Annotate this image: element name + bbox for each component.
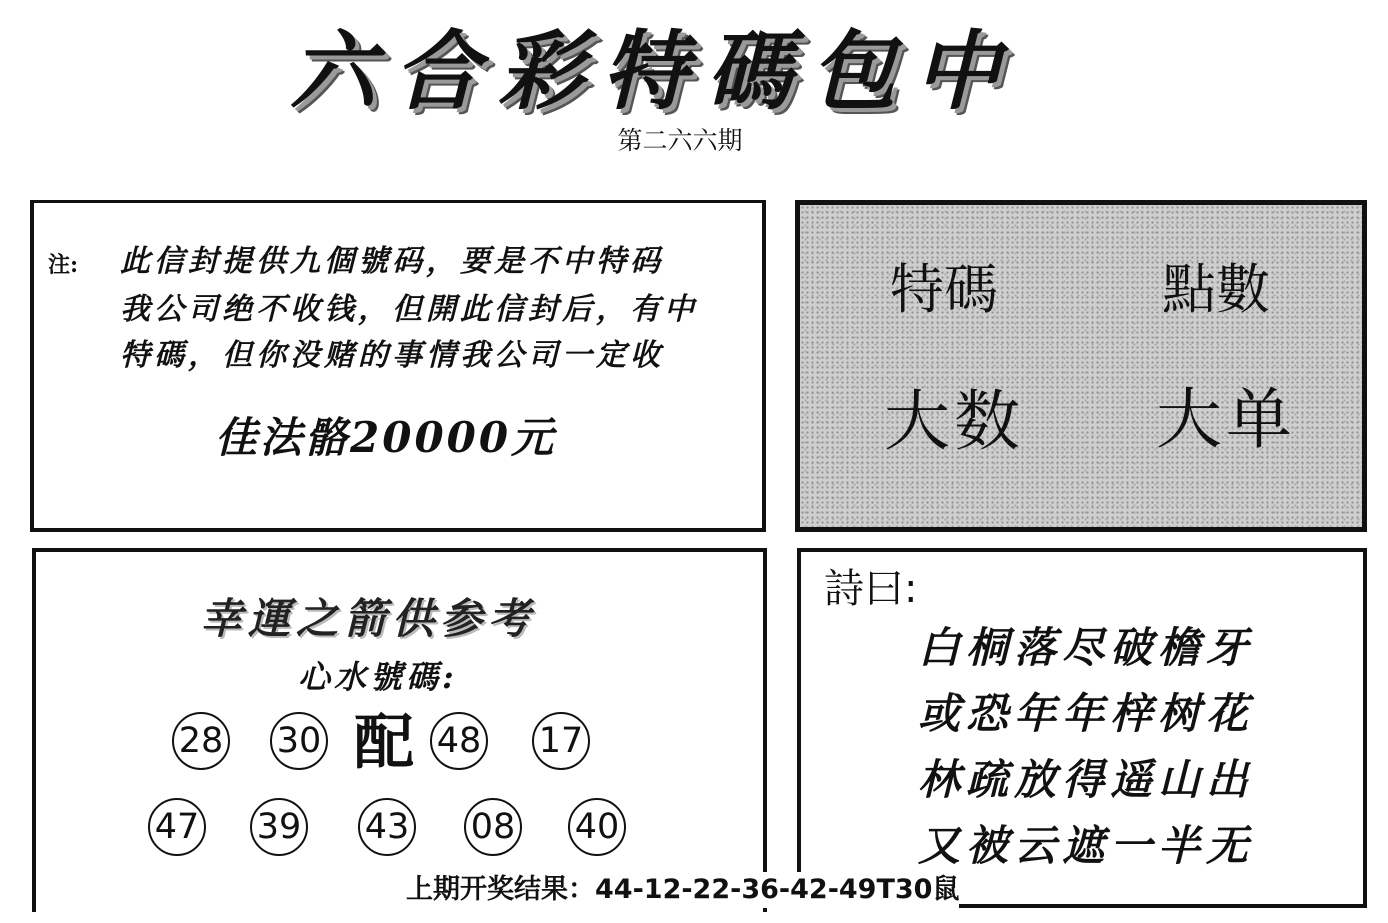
notice-line-3: 特碼，但你没赌的事情我公司一定收 — [120, 338, 664, 373]
lucky-ball: 08 — [464, 798, 522, 856]
special-code-value: 大数 — [884, 383, 1024, 460]
prize-amount: 佳法骼20000元 — [215, 413, 557, 462]
special-code-label: 特碼 — [890, 258, 998, 321]
poem-line-2: 或恐年年梓树花 — [918, 689, 1255, 738]
poem-line-1: 白桐落尽破檐牙 — [918, 623, 1255, 672]
lucky-ball: 30 — [270, 712, 328, 770]
lucky-ball: 39 — [250, 798, 308, 856]
notice-line-1: 此信封提供九個號码，要是不中特码 — [120, 244, 664, 279]
points-value: 大单 — [1156, 381, 1296, 458]
big-small-panel — [795, 200, 1367, 532]
lucky-ball: 40 — [568, 798, 626, 856]
poem-line-3: 林疏放得遥山出 — [918, 755, 1255, 804]
pair-word: 配 — [354, 708, 414, 778]
lucky-ball: 28 — [172, 712, 230, 770]
lucky-title: 幸運之箭供参考 — [200, 594, 537, 643]
lucky-ball: 43 — [358, 798, 416, 856]
notice-label: 注: — [48, 252, 79, 278]
notice-line-2: 我公司绝不收钱，但開此信封后，有中 — [120, 292, 698, 327]
points-label: 點數 — [1162, 258, 1270, 321]
lucky-ball: 47 — [148, 798, 206, 856]
issue-number: 第二六六期 — [617, 126, 743, 155]
lucky-ball: 17 — [532, 712, 590, 770]
poem-heading: 詩曰: — [824, 566, 918, 612]
lucky-subtitle: 心水號碼: — [298, 658, 458, 696]
last-draw-result: 上期开奖结果：44-12-22-36-42-49T30鼠 — [406, 872, 959, 908]
poem-line-4: 又被云遮一半无 — [918, 821, 1255, 870]
lucky-ball: 48 — [430, 712, 488, 770]
page-title: 六合彩特碼包中 — [290, 21, 1018, 122]
